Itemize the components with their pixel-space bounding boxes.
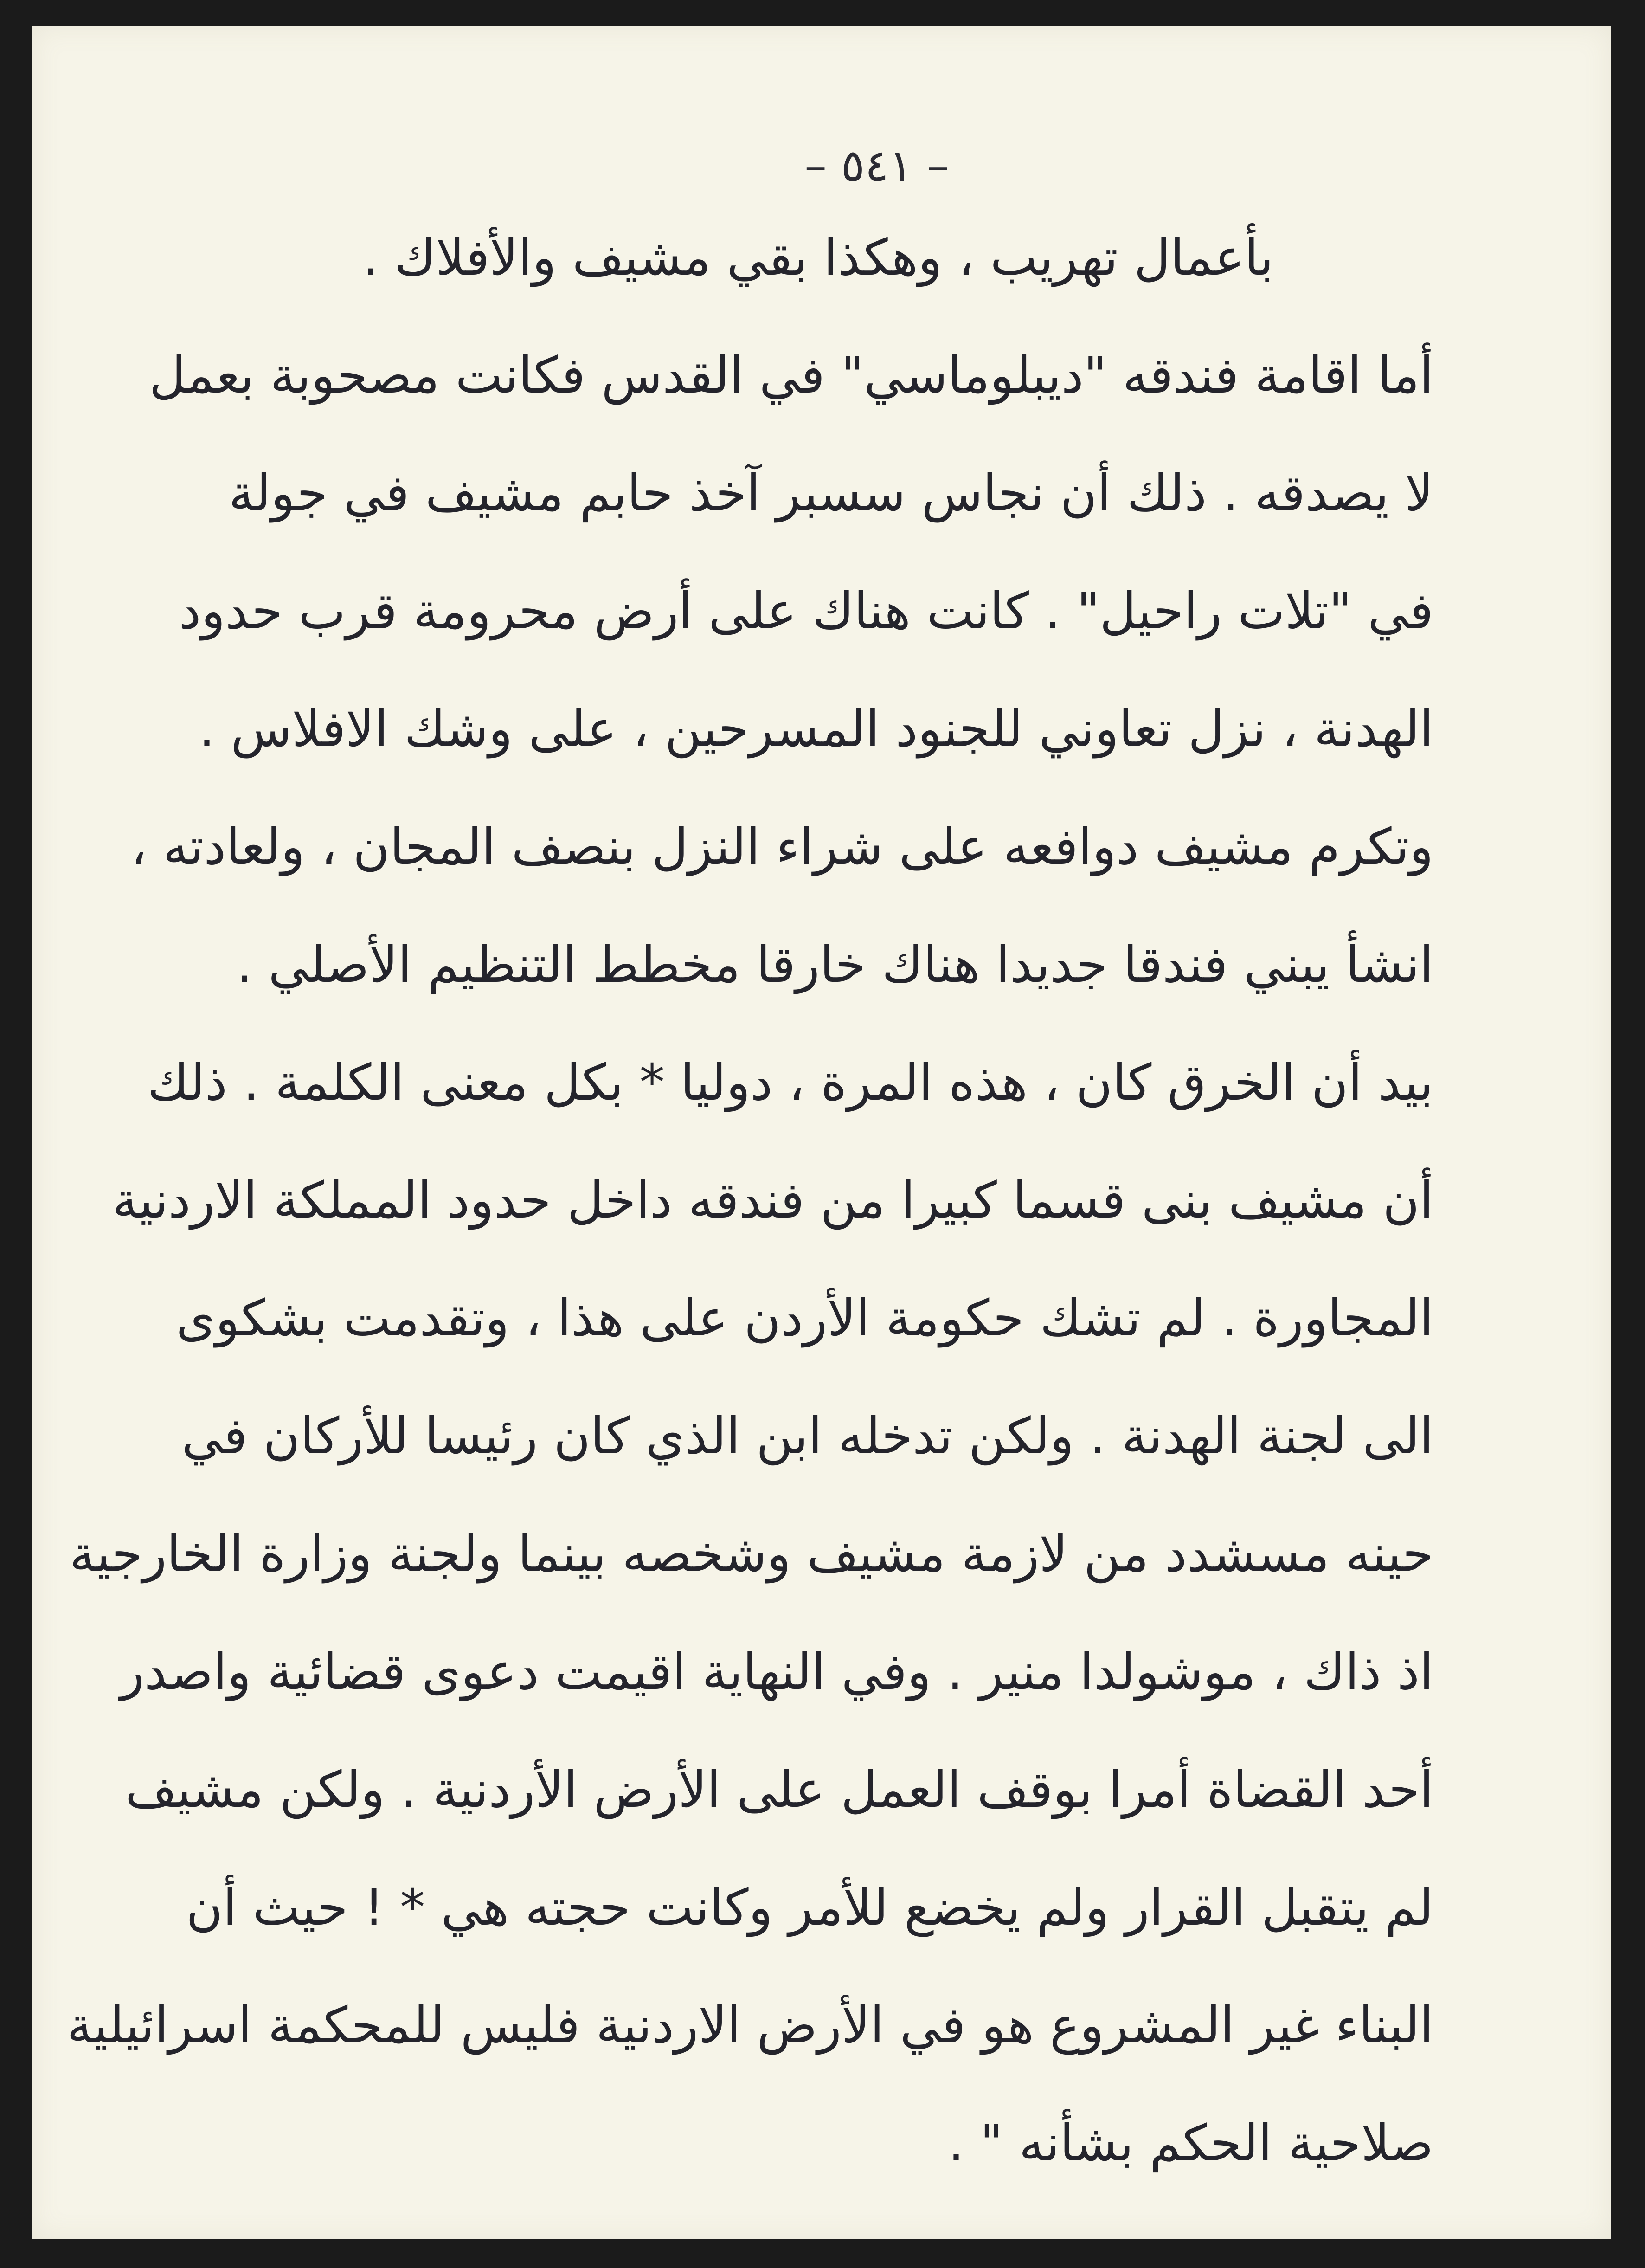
- text-line-content: بأعمال تهريب ، وهكذا بقي مشيف والأفلاك .: [362, 229, 1274, 287]
- text-line: [102, 579, 1433, 697]
- text-line: [102, 933, 1433, 1050]
- text-line: [102, 226, 1433, 343]
- text-line: [102, 1640, 1433, 1758]
- text-line: [102, 1168, 1433, 1286]
- text-line-content: حينه مسشدد من لازمة مشيف وشخصه بينما ولجنة وزارة الخارجية: [69, 1525, 1433, 1583]
- manuscript-page: [32, 26, 1611, 2239]
- text-line: [102, 1050, 1433, 1168]
- text-line: [102, 343, 1433, 461]
- text-line-content: وتكرم مشيف دوافعه على شراء النزل بنصف المجان ، ولعادته ،: [131, 818, 1433, 876]
- text-line-content: اذ ذاك ، موشولدا منير . وفي النهاية اقيمت دعوى قضائية واصدر: [120, 1643, 1433, 1701]
- text-line-content: لم يتقبل القرار ولم يخضع للأمر وكانت حجته هي * ! حيث أن: [186, 1879, 1433, 1937]
- text-line-content: بيد أن الخرق كان ، هذه المرة ، دوليا * بكل معنى الكلمة . ذلك: [147, 1054, 1433, 1112]
- text-line: [69, 1522, 1433, 1640]
- text-line: [102, 1286, 1433, 1404]
- handwritten-text-body: [67, 226, 1433, 2229]
- text-line: [102, 1758, 1433, 1875]
- text-line: [102, 815, 1433, 933]
- text-line-content: الهدنة ، نزل تعاوني للجنود المسرحين ، على وشك الافلاس .: [199, 700, 1433, 758]
- text-line-content: أما اقامة فندقه "ديبلوماسي" في القدس فكانت مصحوبة بعمل: [149, 347, 1433, 405]
- text-line-content: الى لجنة الهدنة . ولكن تدخله ابن الذي كان رئيسا للأركان في: [181, 1407, 1433, 1465]
- text-line-content: انشأ يبني فندقا جديدا هناك خارقا مخطط التنظيم الأصلي .: [236, 936, 1433, 994]
- text-line-content: صلاحية الحكم بشأنه " .: [948, 2114, 1433, 2172]
- text-line-content: في "تلات راحيل" . كانت هناك على أرض محرومة قرب حدود: [179, 582, 1433, 640]
- text-line: [102, 1404, 1433, 1522]
- text-line-content: المجاورة . لم تشك حكومة الأردن على هذا ، وتقدمت بشكوى: [176, 1289, 1433, 1347]
- text-line: [102, 461, 1433, 579]
- text-line: [102, 697, 1433, 815]
- text-line-content: أحد القضاة أمرا بوقف العمل على الأرض الأردنية . ولكن مشيف: [125, 1761, 1433, 1819]
- text-line-content: أن مشيف بنى قسما كبيرا من فندقه داخل حدود المملكة الاردنية: [112, 1172, 1433, 1230]
- text-line: [67, 1993, 1433, 2111]
- text-line-content: لا يصدقه . ذلك أن نجاس سسبر آخذ حابم مشيف في جولة: [228, 464, 1433, 522]
- text-line-content: البناء غير المشروع هو في الأرض الاردنية فليس للمحكمة اسرائيلية: [67, 1997, 1433, 2055]
- page-number: – ٥٤١ –: [804, 140, 949, 192]
- text-line: [102, 2111, 1433, 2229]
- text-line: [102, 1875, 1433, 1993]
